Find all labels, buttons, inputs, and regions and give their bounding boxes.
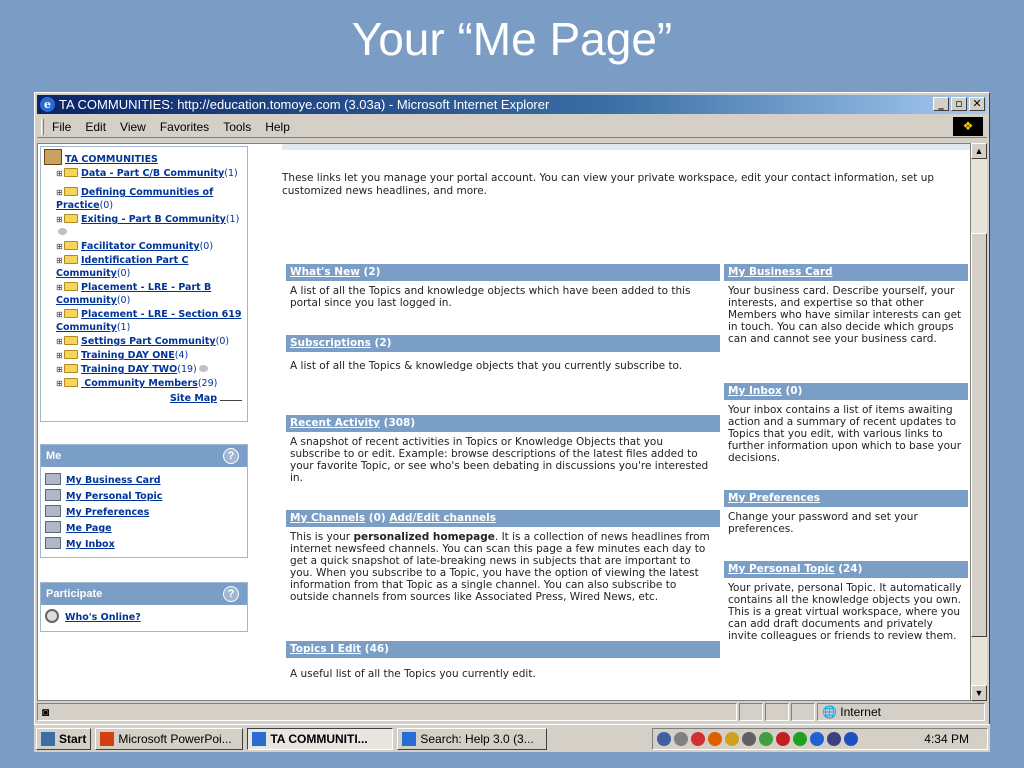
tree-item-count: (0) [199, 241, 214, 252]
section-text: Change your password and set your preferences. [728, 511, 918, 535]
status-pane [739, 703, 763, 721]
tree-item-link[interactable]: Training DAY TWO [81, 364, 178, 375]
tree-item-count: (0) [215, 336, 230, 347]
folder-icon [64, 187, 78, 196]
tree-item-link[interactable]: Exiting - Part B Community [81, 214, 226, 225]
section-my-preferences [724, 490, 968, 535]
section-my-inbox [724, 383, 968, 464]
folder-icon [64, 255, 78, 264]
participate-box [40, 582, 248, 632]
section-recent-activity [286, 415, 720, 484]
whos-online-link[interactable]: Who's Online? [65, 612, 141, 623]
section-count: (308) [379, 417, 416, 429]
me-link-inbox[interactable]: My Inbox [66, 539, 115, 550]
home-icon [44, 149, 62, 165]
maximize-button[interactable]: ▫ [951, 97, 967, 111]
folder-icon [64, 336, 78, 345]
tray-icon[interactable] [691, 732, 705, 746]
header-strip [282, 144, 971, 150]
business-card-icon [45, 473, 61, 485]
minimize-button[interactable]: _ [933, 97, 949, 111]
tray-icon[interactable] [759, 732, 773, 746]
tray-icon[interactable] [708, 732, 722, 746]
section-count: (24) [834, 563, 863, 575]
scroll-up-arrow-icon[interactable]: ▲ [971, 143, 987, 159]
section-subscriptions [286, 335, 720, 376]
tray-icon[interactable] [657, 732, 671, 746]
taskbar [34, 724, 990, 752]
ie-icon: e [40, 97, 55, 112]
recent-activity-link[interactable]: Recent Activity [290, 417, 380, 429]
title-bar [37, 95, 987, 114]
task-powerpoint[interactable]: Microsoft PowerPoi... [95, 728, 243, 750]
tree-item-link[interactable]: Training DAY ONE [81, 350, 175, 361]
help-icon[interactable]: ? [223, 448, 239, 464]
my-channels-link[interactable]: My Channels [290, 512, 366, 524]
system-tray [652, 728, 988, 750]
inbox-icon [45, 537, 61, 549]
tree-item-count: (1) [116, 322, 131, 333]
tree-item-count: (0) [99, 200, 114, 211]
menu-bar [37, 116, 987, 138]
section-count: (2) [370, 337, 392, 349]
menu-edit[interactable]: Edit [85, 119, 107, 134]
clock: 4:34 PM [924, 732, 969, 746]
menu-view[interactable]: View [120, 119, 146, 134]
me-link-business-card[interactable]: My Business Card [66, 475, 161, 486]
me-link-personal-topic[interactable]: My Personal Topic [66, 491, 163, 502]
section-text: This is your personalized homepage. It is a collection of news headlines from internet newsfeed channels. You can scan this page a few minutes each day to get a quick snapshot of late-breaking news in subjects that are important to you. When you subscribe to a Topic, you have the option of viewing the latest information from that Topic as a single channel. You can also subscribe to outside channels from sources like Associated Press, Wired News, etc. [290, 531, 710, 603]
folder-icon [64, 168, 78, 177]
community-tree: TA COMMUNITIES ⊞ Data - Part C/B Community(1) ⊞ Defining Communities of Practice(0) ⊞ Exiting - Part B Community(1) ⊞ Facilitator Community(0) ⊞ Identification Part C Community(0) ⊞ Placement - LRE - Part B Community(0) ⊞ Placement - LRE - Section 619 Community(1) ⊞ Settings Part Community(0) ⊞ Training DAY ONE(4) ⊞ Training DAY TWO(19) ⊞ Community Members(29) Site Map [40, 146, 248, 422]
my-inbox-link[interactable]: My Inbox [728, 385, 782, 397]
tree-item-count: (1) [224, 168, 238, 179]
site-map-link[interactable]: Site Map [169, 393, 217, 404]
section-my-business-card [724, 264, 968, 345]
section-my-channels [286, 510, 720, 603]
section-whats-new [286, 264, 720, 309]
vertical-scrollbar[interactable] [971, 143, 987, 701]
section-text: A list of all the Topics and knowledge objects which have been added to this portal since you last logged in. [290, 285, 691, 309]
tree-item-count: (0) [116, 295, 131, 306]
scroll-thumb[interactable] [971, 233, 987, 637]
powerpoint-icon [100, 732, 114, 746]
tree-item-link[interactable]: Facilitator Community [81, 241, 200, 252]
section-text: Your business card. Describe yourself, your interests, and expertise so that other Members who have similar interests can get in touch. You can also decide which groups can and cannot see your business card. [728, 285, 962, 345]
tree-root-link[interactable]: TA COMMUNITIES [65, 154, 158, 165]
ie-icon [402, 732, 416, 746]
section-text: A list of all the Topics & knowledge objects that you currently subscribe to. [290, 360, 683, 372]
me-box [40, 444, 248, 558]
tree-item-count: (1) [225, 214, 240, 225]
status-pane [765, 703, 789, 721]
section-count: (0) [365, 512, 390, 524]
folder-icon [64, 364, 78, 373]
tray-icon[interactable] [725, 732, 739, 746]
tree-item-link[interactable]: Data - Part C/B Community [81, 168, 225, 179]
tray-icon[interactable] [827, 732, 841, 746]
main-content [282, 144, 971, 701]
me-link-preferences[interactable]: My Preferences [66, 507, 150, 518]
site-map-icon [220, 391, 242, 401]
windows-flag-icon [41, 732, 55, 746]
speaker-icon[interactable] [674, 732, 688, 746]
page-viewport [37, 143, 971, 701]
section-text: A snapshot of recent activities in Topics or Knowledge Objects that you subscribe to or edit. Example: browse descriptions of the latest files added to your favorite Topic, or see who's been debating in discussions you're interested in. [290, 436, 709, 484]
tree-item-link[interactable]: Community Members [81, 378, 198, 389]
menu-help[interactable]: Help [265, 119, 290, 134]
zone-label: Internet [840, 705, 881, 719]
status-zone [817, 703, 985, 721]
start-button[interactable]: Start [36, 728, 91, 750]
tree-item-count: (19) [177, 364, 197, 375]
subscriptions-link[interactable]: Subscriptions [290, 337, 371, 349]
scroll-down-arrow-icon[interactable]: ▼ [971, 685, 987, 701]
task-search-help[interactable]: Search: Help 3.0 (3... [397, 728, 547, 750]
folder-icon [64, 350, 78, 359]
tree-item-link[interactable]: Defining Communities of Practice [56, 187, 214, 211]
my-preferences-link[interactable]: My Preferences [728, 492, 821, 504]
globe-icon: 🌐 [822, 705, 841, 719]
add-edit-channels-link[interactable]: Add/Edit channels [389, 512, 497, 524]
tree-item-link[interactable]: Placement - LRE - Part B Community [56, 282, 212, 306]
close-button[interactable]: ✕ [969, 97, 985, 111]
tray-icon[interactable] [776, 732, 790, 746]
folder-icon [64, 241, 78, 250]
window-title: TA COMMUNITIES: http://education.tomoye.com (3.03a) - Microsoft Internet Explorer [59, 97, 550, 112]
tree-item-count: (0) [116, 268, 131, 279]
section-count: (0) [781, 385, 803, 397]
section-my-personal-topic [724, 561, 968, 642]
tray-icon[interactable] [810, 732, 824, 746]
tree-item-link[interactable]: Identification Part C Community [56, 255, 189, 279]
section-count: (2) [359, 266, 381, 278]
ie-icon [252, 732, 266, 746]
folder-icon [64, 309, 78, 318]
my-personal-topic-link[interactable]: My Personal Topic [728, 563, 835, 575]
me-page-icon [45, 521, 61, 533]
tree-item-count: (29) [197, 378, 218, 389]
toolbar-grip[interactable] [41, 119, 44, 135]
preferences-icon [45, 505, 61, 517]
discussion-icon [58, 228, 67, 235]
folder-icon [64, 282, 78, 291]
section-text: Your private, personal Topic. It automatically contains all the knowledge objects you own. This is a great virtual workspace, where you can add draft documents and privately invite colleagues or friends to review them. [728, 582, 962, 642]
folder-icon [64, 214, 78, 223]
me-box-title: Me [46, 450, 62, 462]
menu-favorites[interactable]: Favorites [159, 119, 210, 134]
status-bar [37, 703, 987, 723]
topics-i-edit-link[interactable]: Topics I Edit [290, 643, 362, 655]
left-column [38, 144, 248, 701]
browser-window [34, 92, 990, 752]
help-icon[interactable]: ? [223, 586, 239, 602]
status-pane [791, 703, 815, 721]
tray-icon[interactable] [844, 732, 858, 746]
participate-box-title: Participate [46, 588, 103, 600]
section-text: Your inbox contains a list of items awaiting action and a summary of recent updates to Topics that you edit, with various links to further information upon which to base your decisions. [728, 404, 962, 464]
windows-logo-icon: ❖ [953, 117, 983, 136]
tree-item-link[interactable]: Placement - LRE - Section 619 Community [56, 309, 242, 333]
section-topics-i-edit [286, 641, 720, 680]
tree-item-link[interactable]: Settings Part Community [81, 336, 216, 347]
my-business-card-link[interactable]: My Business Card [728, 266, 833, 278]
menu-file[interactable]: File [52, 119, 72, 134]
section-text: A useful list of all the Topics you currently edit. [290, 668, 536, 680]
slide-title: Your “Me Page” [351, 13, 673, 65]
tray-icon[interactable] [793, 732, 807, 746]
task-ta-communities[interactable]: TA COMMUNITI... [247, 728, 393, 750]
tree-item-count: (4) [174, 350, 189, 361]
whats-new-link[interactable]: What's New [290, 266, 360, 278]
me-link-me-page[interactable]: Me Page [66, 523, 112, 534]
tray-icon[interactable] [742, 732, 756, 746]
menu-tools[interactable]: Tools [223, 119, 252, 134]
intro-text: These links let you manage your portal account. You can view your private workspace, edit your contact information, set up customized news headlines, and more. [282, 172, 935, 197]
section-count: (46) [361, 643, 389, 655]
online-icon [45, 609, 59, 623]
personal-topic-icon [45, 489, 61, 501]
discussion-icon [199, 365, 208, 372]
folder-icon [64, 378, 78, 387]
status-page-icon: ◙ [37, 703, 737, 721]
